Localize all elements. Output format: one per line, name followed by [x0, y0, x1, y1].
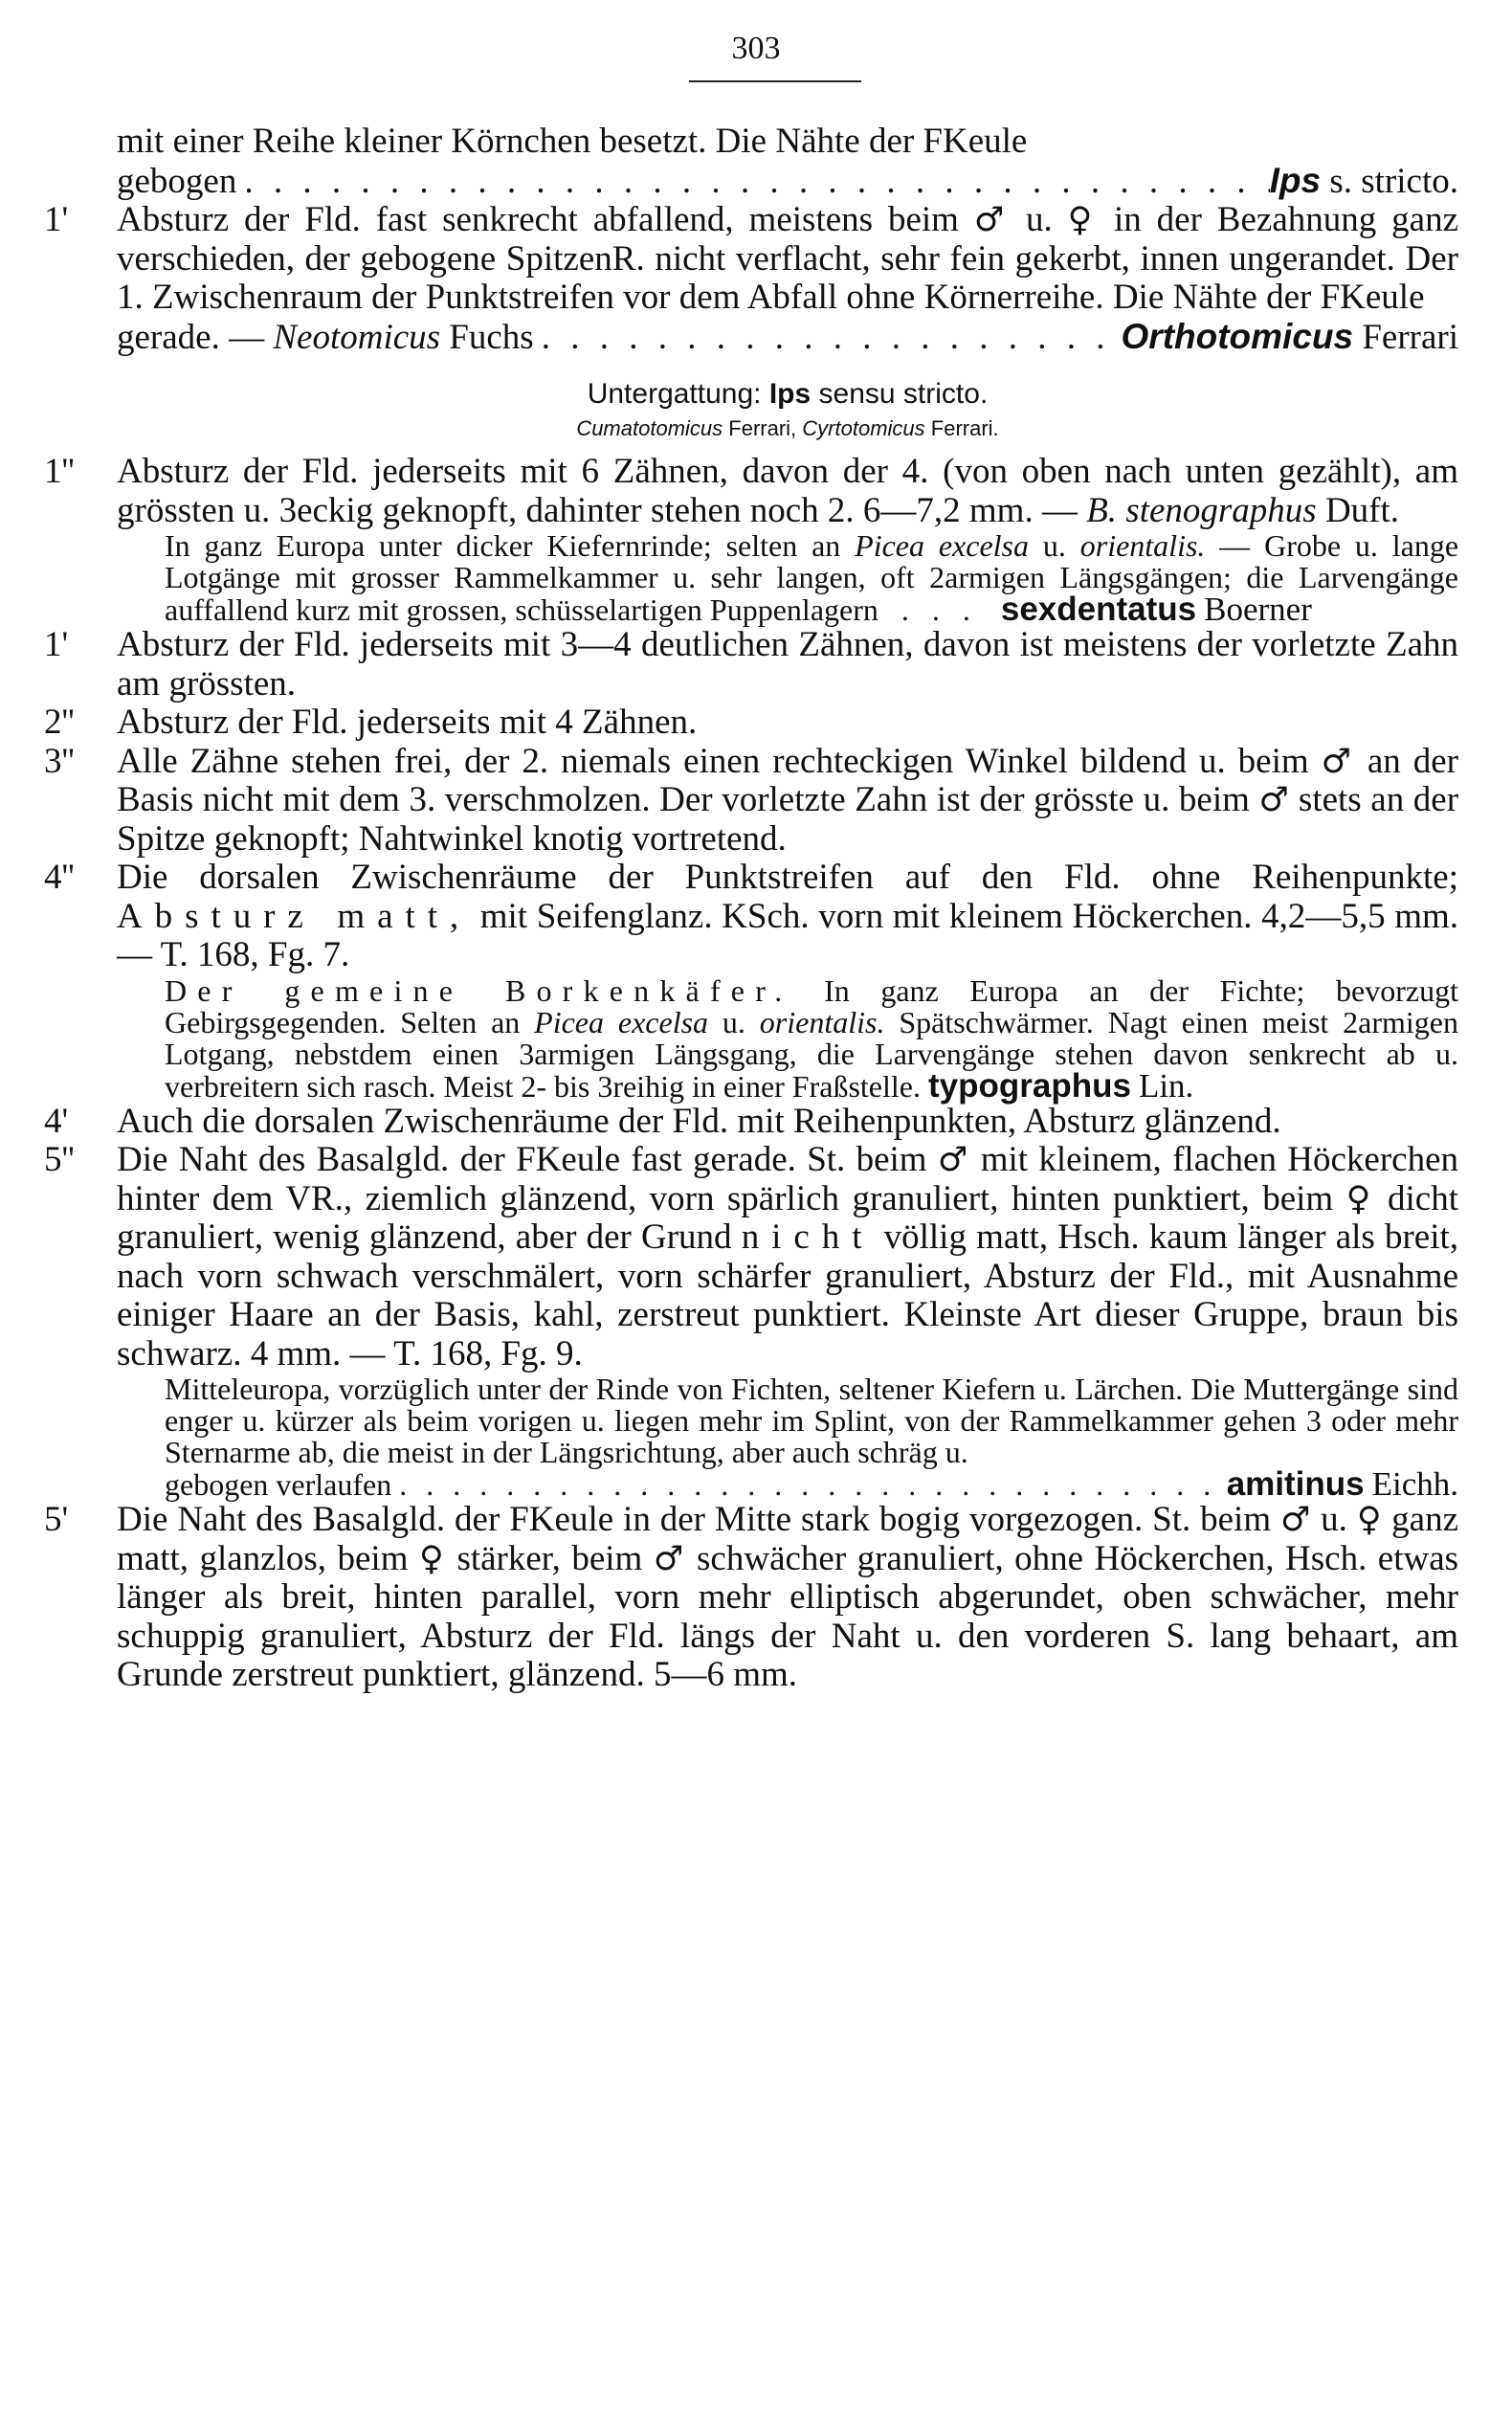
biology-note-lead: gebogen verlaufen . . . amitinus Eichh.	[117, 1468, 1458, 1501]
female-symbol: ♀	[1356, 1500, 1383, 1539]
key-couplet-5-prime: 5' Die Naht des Basalgld. der FKeule in der Mitte stark bogig vorgezogen. St. beim ♂ u. ♀ ganz matt, glanzlos, beim ♀ stärker, beim ♂ schwächer granuliert, ohne Höckerchen, Hsch. etwas länger als breit, hinten parallel, vorn mehr elliptisch abgerundet, oben schwächer, mehr schuppig granuliert, Absturz der Fld. längs der Naht u. den vorderen S. lang behaart, am Grunde zerstreut punktiert, glänzend. 5—6 mm.	[44, 1500, 1459, 1694]
leader-dots	[236, 163, 1269, 202]
male-symbol: ♂	[973, 200, 1012, 239]
key-couplet-1-prime-b: 1' Absturz der Fld. jederseits mit 3—4 deutlichen Zähnen, davon ist meistens der vorletzte Zahn am grössten.	[44, 625, 1458, 703]
key-couplet-1-prime-lead: gerade. — Neotomicus Fuchs . . . Orthotomicus Ferrari	[117, 318, 1458, 358]
page-number-rule	[689, 80, 861, 82]
male-symbol: ♂	[1258, 780, 1290, 819]
male-symbol: ♂	[653, 1538, 686, 1578]
male-symbol: ♂	[1280, 1500, 1312, 1539]
key-couplet-1-double-prime: 1'' Absturz der Fld. jederseits mit 6 Zähnen, davon der 4. (von oben nach unten gezählt), am grössten u. 3eckig geknopft, dahinter stehen noch 2. 6—7,2 mm. — B. stenographus Duft.	[44, 452, 1458, 530]
taxon-name: typographus	[927, 1066, 1131, 1105]
couplet-number: 2''	[44, 703, 75, 742]
female-symbol: ♀	[1067, 200, 1100, 239]
intro-lead-line: gebogen . . . Ips s. stricto.	[117, 162, 1458, 202]
subgenus-heading: Untergattung: Ips sensu stricto.	[587, 378, 989, 410]
leader-dots	[534, 319, 1122, 358]
subgenus-synonyms: Cumatotomicus Ferrari, Cyrtotomicus Ferrari.	[576, 416, 999, 440]
key-couplet-2-double-prime: 2'' Absturz der Fld. jederseits mit 4 Zähnen.	[44, 703, 698, 742]
couplet-number: 1''	[44, 452, 75, 491]
biology-note: Der gemeine Borkenkäfer. In ganz Europa an der Fichte; bevorzugt Gebirgsgegenden. Selten an Picea excelsa u. orientalis. Spätschwärmer. Nagt einen meist 2armigen Lotgang, nebstdem einen 3armigen Längsgang, die Larvengänge stehen davon senkrecht ab u. verbreitern sich rasch. Meist 2- bis 3reihig in einer Fraßstelle. typographus Lin.	[165, 972, 1458, 1105]
couplet-number: 1'	[44, 625, 69, 664]
couplet-number: 4''	[44, 858, 75, 897]
key-text	[44, 122, 1459, 1695]
taxon-name: sexdentatus	[1000, 591, 1197, 628]
couplet-number: 4'	[44, 1101, 69, 1141]
biology-note: In ganz Europa unter dicker Kiefernrinde; selten an Picea excelsa u. orientalis. — Grobe u. lange Lotgänge mit grosser Rammelkammer u. sehr langen, oft 2armigen Längsgängen; die Larvengänge auffallend kurz mit grossen, schüsselartigen Puppenlagern . . . sexdentatus Boerner	[165, 528, 1459, 628]
key-couplet-1-prime: 1' Absturz der Fld. fast senkrecht abfallend, meistens beim ♂ u. ♀ in der Bezahnung ganz verschieden, der gebogene SpitzenR. nicht verflacht, sehr fein gekerbt, innen ungerandet. Der 1. Zwischenraum der Punktstreifen vor dem Abfall ohne Körnerreihe. Die Nähte der FKeule	[44, 200, 1459, 317]
taxon-name: Orthotomicus	[1121, 316, 1354, 356]
taxon-name: Ips	[1269, 160, 1322, 200]
couplet-number: 5'	[44, 1500, 69, 1539]
taxon-name: amitinus	[1226, 1465, 1365, 1503]
couplet-number: 5''	[44, 1140, 75, 1179]
key-couplet-4-prime: 4' Auch die dorsalen Zwischenräume der Fld. mit Reihenpunkten, Absturz glänzend.	[44, 1101, 1281, 1141]
key-couplet-5-double-prime: 5'' Die Naht des Basalgld. der FKeule fast gerade. St. beim ♂ mit kleinem, flachen Höckerchen hinter dem VR., ziemlich glänzend, vorn spärlich granuliert, hinten punktiert, beim ♀ dicht granuliert, wenig glänzend, aber der Grund nicht völlig matt, Hsch. kaum länger als breit, nach vorn schwach verschmälert, vorn schärfer granuliert, Absturz der Fld., mit Ausnahme einiger Haare an der Basis, kahl, zerstreut punktiert. Kleinste Art dieser Gruppe, braun bis schwarz. 4 mm. — T. 168, Fg. 9.	[44, 1140, 1459, 1373]
intro-paragraph: mit einer Reihe kleiner Körnchen besetzt. Die Nähte der FKeule	[117, 122, 1028, 161]
couplet-number: 1'	[44, 200, 69, 239]
key-couplet-4-double-prime: 4'' Die dorsalen Zwischenräume der Punktstreifen auf den Fld. ohne Reihenpunkte; Absturz matt, mit Seifenglanz. KSch. vorn mit kleinem Höckerchen. 4,2—5,5 mm. — T. 168, Fg. 7.	[44, 858, 1459, 974]
biology-note: Mitteleuropa, vorzüglich unter der Rinde von Fichten, seltener Kiefern u. Lärchen. Die Muttergänge sind enger u. kürzer als beim vorigen u. liegen mehr im Splint, von der Rammelkammer gehen 3 oder mehr Sternarme ab, die meist in der Längsrichtung, aber auch schräg u.	[165, 1372, 1458, 1469]
male-symbol: ♂	[937, 1140, 970, 1179]
female-symbol: ♀	[418, 1538, 446, 1578]
key-couplet-3-double-prime: 3'' Alle Zähne stehen frei, der 2. niemals einen rechteckigen Winkel bildend u. beim ♂ an der Basis nicht mit dem 3. verschmolzen. Der vorletzte Zahn ist der grösste u. beim ♂ stets an der Spitze geknopft; Nahtwinkel knotig vortretend.	[44, 741, 1459, 859]
male-symbol: ♂	[1321, 741, 1355, 781]
couplet-number: 3''	[44, 741, 75, 781]
page-number: 303	[731, 31, 781, 66]
leader-dots	[391, 1469, 1226, 1501]
female-symbol: ♀	[1345, 1178, 1375, 1218]
